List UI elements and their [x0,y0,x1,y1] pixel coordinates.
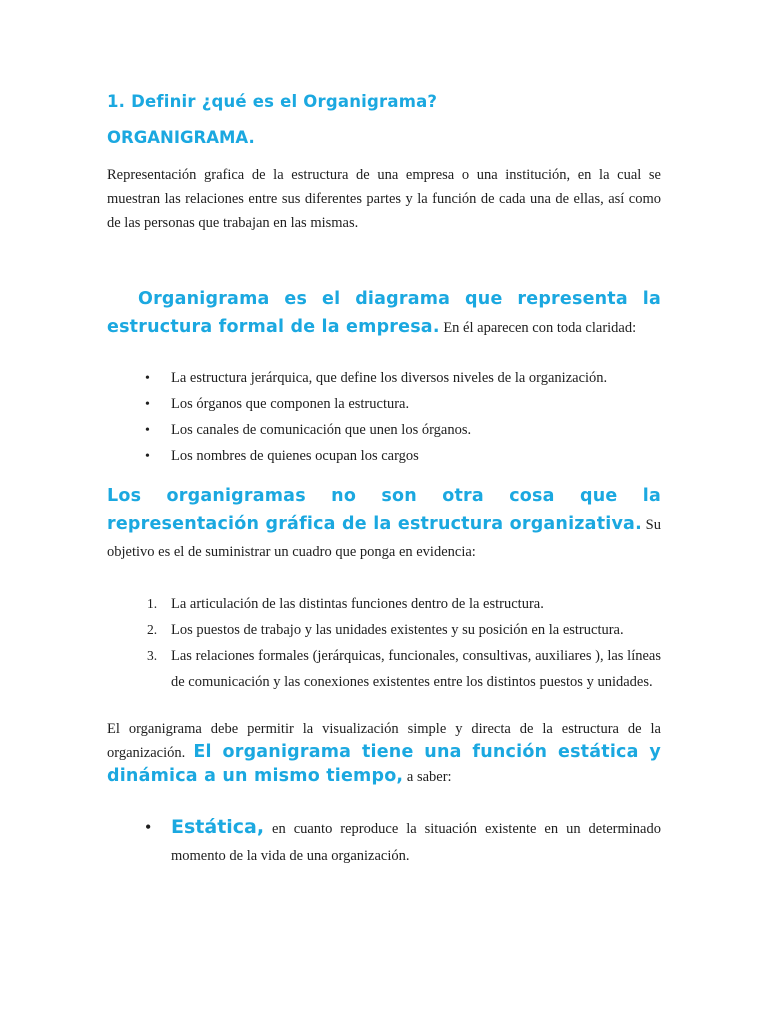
bullet-icon: • [145,397,150,412]
organigramas-highlight: Los organigramas no son otra cosa que la representación gráfica de la estructura organizativa [107,486,661,534]
list-item [107,814,661,870]
function-paragraph [107,717,661,789]
bullet-icon: • [145,371,150,386]
list-item [107,617,661,643]
organigramas-paragraph [107,483,661,566]
organigramas-rest: Su objetivo es el de suministrar un cuadro que ponga en evidencia: [107,517,661,560]
definition-paragraph: Representación grafica de la estructura de una empresa o una institución, en la cual se muestran las relaciones entre sus diferentes partes y la función de cada una de ellas, así como de las personas que trabajan en las mismas. [107,167,661,231]
function-plain: El organigrama debe permitir la visualización simple y directa de la estructura de la organización. [107,721,661,761]
objective-numbered-list [107,591,661,695]
list-item [107,444,661,469]
estatica-bullet-list [107,814,661,870]
document-page [107,90,661,870]
list-item-text: La articulación de las distintas funciones dentro de la estructura. [171,596,544,612]
list-item [107,418,661,443]
list-item [107,643,661,695]
list-item-text: Las relaciones formales (jerárquicas, funcionales, consultivas, auxiliares ), las líneas de comunicación y las conexiones existentes entre los distintos puestos y unidades. [171,648,661,690]
bullet-icon: • [145,449,150,464]
function-rest: a saber: [403,769,452,785]
diagram-highlight-dot: . [432,317,440,337]
list-item [107,366,661,391]
diagram-rest: En él aparecen con toda claridad: [439,320,637,336]
list-item-text: Los órganos que componen la estructura. [171,396,410,412]
list-item [107,591,661,617]
section-title: ORGANIGRAMA. [107,128,255,147]
question-heading: 1. Definir ¿qué es el Organigrama? [107,92,438,111]
bullet-icon: • [145,423,150,438]
list-number: 1. [147,596,158,611]
list-item-text: Los canales de comunicación que unen los órganos. [171,422,472,438]
organigramas-highlight-dot: . [635,514,642,534]
list-item-text: Los puestos de trabajo y las unidades existentes y su posición en la estructura. [171,622,624,638]
list-item-text: Los nombres de quienes ocupan los cargos [171,448,419,464]
list-number: 3. [147,648,158,663]
list-item-text: La estructura jerárquica, que define los diversos niveles de la organización. [171,370,608,386]
list-item [107,392,661,417]
estatica-term: Estática, [171,816,265,838]
diagram-highlight: Organigrama es el diagrama que representa la estructura formal de la empresa [107,289,661,337]
bullet-icon: • [145,817,152,837]
diagram-paragraph [107,286,661,342]
estatica-text: en cuanto reproduce la situación existente en un determinado momento de la vida de una organización. [171,821,661,864]
structure-bullet-list [107,366,661,469]
list-number: 2. [147,622,158,637]
function-highlight: El organigrama tiene una función estática y dinámica a un mismo tiempo, [107,742,661,786]
